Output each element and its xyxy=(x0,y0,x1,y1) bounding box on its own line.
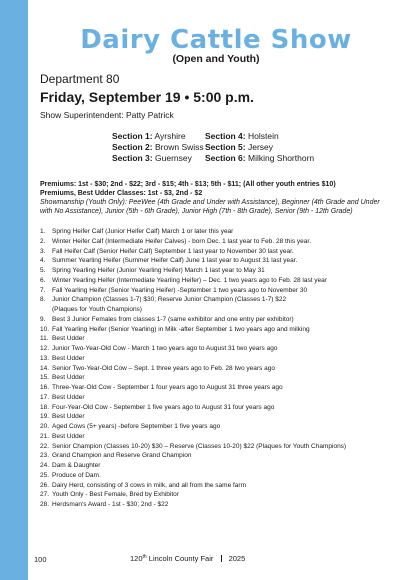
class-number: 5. xyxy=(40,267,46,274)
class-number: 15. xyxy=(40,374,50,382)
class-item xyxy=(40,461,392,471)
class-number: 16. xyxy=(40,384,50,391)
class-description: Best 3 Junior Females from classes 1-7 (same exhibitor and one entry per exhibitor) xyxy=(52,315,294,323)
class-number: 11. xyxy=(40,335,49,343)
section-breed: Jersey xyxy=(248,142,274,152)
class-description: Fall Heifer Calf (Senior Heifer Calf) September 1 last year to November 30 last year. xyxy=(52,247,294,255)
section-label: Section 6: xyxy=(205,153,246,163)
class-number: 6. xyxy=(40,276,46,284)
class-description: Dairy Herd, consisting of 3 cows in milk, and all from the same farm xyxy=(52,481,246,489)
section-item xyxy=(205,153,362,163)
class-number: 25. xyxy=(40,471,50,479)
class-item xyxy=(40,325,392,335)
section-item xyxy=(112,153,205,163)
class-number: 3. xyxy=(40,247,46,255)
class-description: Best Udder xyxy=(52,374,85,382)
footer-year: 2025 xyxy=(228,554,246,563)
class-item xyxy=(40,490,392,500)
class-description: Junior Champion (Classes 1-7) $30; Reserve Junior Champion (Classes 1-7) $22 xyxy=(52,296,287,304)
footer-fair-name: Lincoln County Fair xyxy=(148,554,214,563)
show-date-time: Friday, September 19 • 5:00 p.m. xyxy=(40,89,254,105)
class-item xyxy=(40,373,392,383)
showmanship-text: Showmanship (Youth Only): PeeWee (4th Grade and Under with Assistance), Beginner (4th Grade and Under with No Assistance), Junior (5th - 6th Grade), Junior High (7th - 8th Grade), Senior (9th - 12th Grade) xyxy=(40,199,380,215)
class-item xyxy=(40,403,392,413)
sidebar-accent-bar xyxy=(0,0,28,580)
class-item xyxy=(40,422,392,432)
class-item xyxy=(40,364,392,374)
page-footer xyxy=(130,553,245,563)
class-number: 7. xyxy=(40,286,46,294)
class-description: Four-Year-Old Cow - September 1 five years ago to August 31 four years ago xyxy=(52,403,275,411)
class-description: Winter Yearling Heifer (Intermediate Yearling Heifer) – Dec. 1 two years ago to Feb. 28 last year xyxy=(52,276,327,284)
class-number: 14. xyxy=(40,364,50,372)
class-item xyxy=(40,295,392,305)
class-number: 24. xyxy=(40,462,50,469)
udder-premiums-line: Premiums, Best Udder Classes: 1st - $3, 2nd - $2 xyxy=(40,190,203,197)
page-subtitle: (Open and Youth) xyxy=(172,53,260,65)
section-item xyxy=(205,142,362,152)
section-label: Section 3: xyxy=(112,153,153,163)
class-description: Summer Yearling Heifer (Summer Heifer Calf) June 1 last year to August 31 last year. xyxy=(52,257,298,265)
class-item xyxy=(40,500,392,510)
footer-ordinal: th xyxy=(142,554,147,560)
class-item xyxy=(40,412,392,422)
class-item xyxy=(40,286,392,296)
section-label: Section 1: xyxy=(112,131,153,141)
class-item xyxy=(40,256,392,266)
section-label: Section 2: xyxy=(112,142,153,152)
class-item xyxy=(40,432,392,442)
class-number: 26. xyxy=(40,481,50,489)
class-description: Senior Two-Year-Old Cow – Sept. 1 three years ago to Feb. 28 two years ago xyxy=(52,364,275,372)
class-number: 4. xyxy=(40,257,46,265)
section-breed: Guernsey xyxy=(155,153,192,163)
class-number: 22. xyxy=(40,442,50,450)
class-item xyxy=(40,237,392,247)
class-description: Youth Only - Best Female, Bred by Exhibitor xyxy=(52,491,179,499)
class-item xyxy=(40,344,392,354)
class-description: Best Udder xyxy=(52,432,85,440)
class-item xyxy=(40,334,392,344)
section-item xyxy=(112,131,205,141)
class-description: Senior Champion (Classes 10-20) $30 – Reserve (Classes 10-20) $22 (Plaques for Youth Champions) xyxy=(52,442,347,450)
page-title: Dairy Cattle Show xyxy=(80,25,352,55)
class-description: Three-Year-Old Cow - September 1 four years ago to August 31 three years ago xyxy=(52,384,283,391)
section-breed: Ayrshire xyxy=(154,131,186,141)
class-number: 18. xyxy=(40,403,50,411)
class-list xyxy=(40,227,392,510)
show-superintendent: Show Superintendent: Patty Patrick xyxy=(40,110,174,120)
class-number: 13. xyxy=(40,354,50,362)
class-description: Fall Yearling Heifer (Senior Yearling) in Milk -after September 1 two years ago and milking xyxy=(52,325,310,333)
page-number: 100 xyxy=(34,555,47,564)
class-item xyxy=(40,315,392,325)
class-description: Fall Yearling Heifer (Senior Yearling Heifer) -September 1 two years ago to November 30 xyxy=(52,286,308,294)
class-number: 21. xyxy=(40,432,50,440)
section-breed: Holstein xyxy=(248,131,279,141)
class-item xyxy=(40,471,392,481)
section-item xyxy=(112,142,205,152)
class-number: 20. xyxy=(40,423,50,430)
class-number: 10. xyxy=(40,325,50,333)
class-item xyxy=(40,305,392,315)
class-item xyxy=(40,451,392,461)
class-description: Spring Heifer Calf (Junior Heifer Calf) March 1 or later this year xyxy=(52,228,234,235)
class-number: 23. xyxy=(40,452,50,460)
section-breed: Milking Shorthorn xyxy=(248,153,315,163)
section-label: Section 4: xyxy=(205,131,246,141)
section-item xyxy=(205,131,362,141)
section-label: Section 5: xyxy=(205,142,246,152)
class-number: 2. xyxy=(40,237,46,245)
class-item xyxy=(40,481,392,491)
class-item xyxy=(40,354,392,364)
class-number: 28. xyxy=(40,501,50,508)
class-description: Junior Two-Year-Old Cow - March 1 two years ago to August 31 two years ago xyxy=(52,345,278,352)
class-number: 19. xyxy=(40,413,50,421)
class-description: Spring Yearling Heifer (Junior Yearling Heifer) March 1 last year to May 31 xyxy=(52,267,265,274)
class-description: Best Udder xyxy=(52,393,85,401)
class-item xyxy=(40,393,392,403)
class-number xyxy=(40,305,52,315)
premiums-line: Premiums: 1st - $30; 2nd - $22; 3rd - $15; 4th - $13; 5th - $11; (All other youth entries $10) xyxy=(40,181,336,188)
department-label: Department 80 xyxy=(40,72,120,86)
class-number: 9. xyxy=(40,315,46,323)
class-number: 27. xyxy=(40,491,50,499)
footer-edition: 120 xyxy=(130,554,143,563)
section-breed: Brown Swiss xyxy=(155,142,204,152)
class-number: 1. xyxy=(40,228,46,235)
premiums-block xyxy=(40,180,392,216)
class-description: Grand Champion and Reserve Grand Champion xyxy=(52,452,192,460)
class-description: Best Udder xyxy=(52,335,85,343)
class-item xyxy=(40,383,392,393)
class-description: (Plaques for Youth Champions) xyxy=(52,306,142,313)
class-description: Dam & Daughter xyxy=(52,462,101,469)
class-item xyxy=(40,266,392,276)
class-item xyxy=(40,247,392,257)
class-item xyxy=(40,442,392,452)
class-number: 12. xyxy=(40,345,50,352)
class-number: 8. xyxy=(40,296,46,304)
class-item xyxy=(40,227,392,237)
class-description: Herdsman's Award - 1st - $30; 2nd - $22 xyxy=(52,501,169,508)
class-description: Aged Cows (5+ years) -before September 1 five years ago xyxy=(52,423,221,430)
class-number: 17. xyxy=(40,393,50,401)
class-item xyxy=(40,276,392,286)
class-description: Best Udder xyxy=(52,413,85,421)
class-description: Winter Heifer Calf (Intermediate Heifer Calves) - born Dec. 1 last year to Feb. 28 this year. xyxy=(52,237,312,245)
class-description: Produce of Dam. xyxy=(52,471,101,479)
sections-grid xyxy=(112,131,362,163)
footer-divider xyxy=(221,555,222,562)
class-description: Best Udder xyxy=(52,354,85,362)
